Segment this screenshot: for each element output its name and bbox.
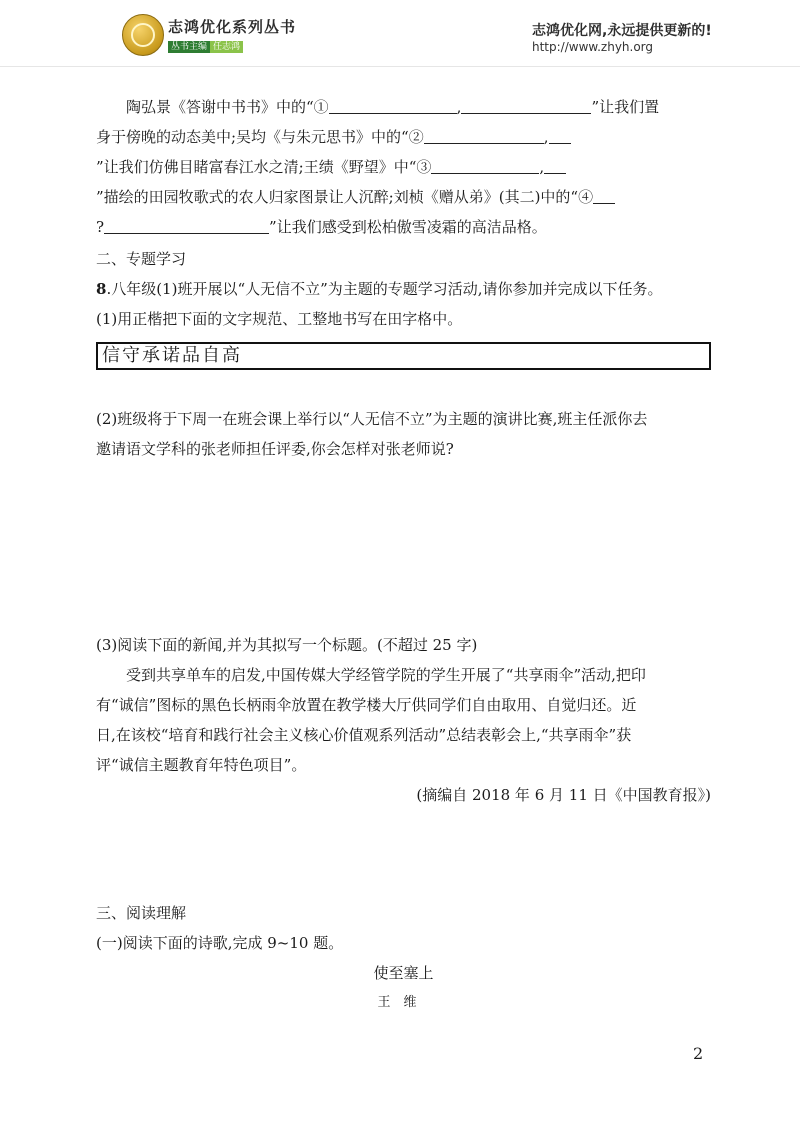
answer-space-task-2[interactable]: [96, 464, 711, 630]
page-content: [96, 92, 711, 1018]
blank-2a[interactable]: [424, 125, 544, 144]
news-line-4: 评“诚信主题教育年特色项目”。: [96, 756, 307, 774]
editor-credit: [168, 39, 243, 52]
series-title: 志鸿优化系列丛书: [168, 18, 297, 36]
blank-1a[interactable]: [329, 95, 457, 114]
q7-line-2: 身于傍晚的动态美中;吴均《与朱元思书》中的“② ,: [96, 122, 711, 152]
blank-3a[interactable]: [431, 155, 539, 174]
q8-task-2-line-1: (2)班级将于下周一在班会课上举行以“人无信不立”为主题的演讲比赛,班主任派你去: [96, 410, 648, 428]
section-3-sub: (一)阅读下面的诗歌,完成 9~10 题。: [96, 934, 344, 952]
page-number: 2: [693, 1044, 704, 1063]
q8-prompt: 8.八年级(1)班开展以“人无信不立”为主题的专题学习活动,请你参加并完成以下任务。: [96, 280, 663, 298]
news-line-2: 有“诚信”图标的黑色长柄雨伞放置在教学楼大厅供同学们自由取用、自觉归还。近: [96, 696, 637, 714]
answer-space-task-3[interactable]: [96, 810, 711, 898]
calligraphy-box[interactable]: 信守承诺品自高: [96, 342, 711, 370]
section-3-heading: 三、阅读理解: [96, 904, 187, 922]
header-url[interactable]: http://www.zhyh.org: [532, 40, 654, 54]
q7-line-3: ”让我们仿佛目睹富春江水之清;王绩《野望》中“③ ,: [96, 152, 711, 182]
section-2-heading: 二、专题学习: [96, 250, 187, 268]
news-line-3: 日,在该校“培育和践行社会主义核心价值观系列活动”总结表彰会上,“共享雨伞”获: [96, 726, 632, 744]
header-divider: [0, 66, 800, 67]
poem-title: 使至塞上: [373, 964, 434, 982]
q8-task-1: (1)用正楷把下面的文字规范、工整地书写在田字格中。: [96, 310, 463, 328]
q7-line-1: 陶弘景《答谢中书书》中的“① , ”让我们置: [96, 92, 711, 122]
news-source: (摘编自 2018 年 6 月 11 日《中国教育报》): [416, 786, 711, 804]
blank-4a[interactable]: [593, 185, 615, 204]
q7-line-5: ? ”让我们感受到松柏傲雪凌霜的高洁品格。: [96, 212, 711, 242]
header-slogan: 志鸿优化网,永远提供更新的!: [532, 23, 712, 39]
series-logo-icon: [122, 14, 164, 56]
news-line-1: 受到共享单车的启发,中国传媒大学经管学院的学生开展了“共享雨伞”活动,把印: [126, 666, 646, 684]
editor-name: 任志鸿: [210, 41, 243, 53]
blank-2b[interactable]: [549, 125, 571, 144]
blank-3b[interactable]: [544, 155, 566, 174]
blank-1b[interactable]: [461, 95, 591, 114]
blank-4b[interactable]: [104, 215, 269, 234]
q7-line-4: ”描绘的田园牧歌式的农人归家图景让人沉醉;刘桢《赠从弟》(其二)中的“④: [96, 182, 711, 212]
news-article: [96, 660, 711, 780]
q8-task-3: (3)阅读下面的新闻,并为其拟写一个标题。(不超过 25 字): [96, 636, 478, 654]
page-header: [0, 0, 800, 70]
poem-author: 王维: [377, 995, 430, 1010]
q8-task-2-line-2: 邀请语文学科的张老师担任评委,你会怎样对张老师说?: [96, 440, 454, 458]
editor-label: 丛书主编: [168, 41, 210, 53]
